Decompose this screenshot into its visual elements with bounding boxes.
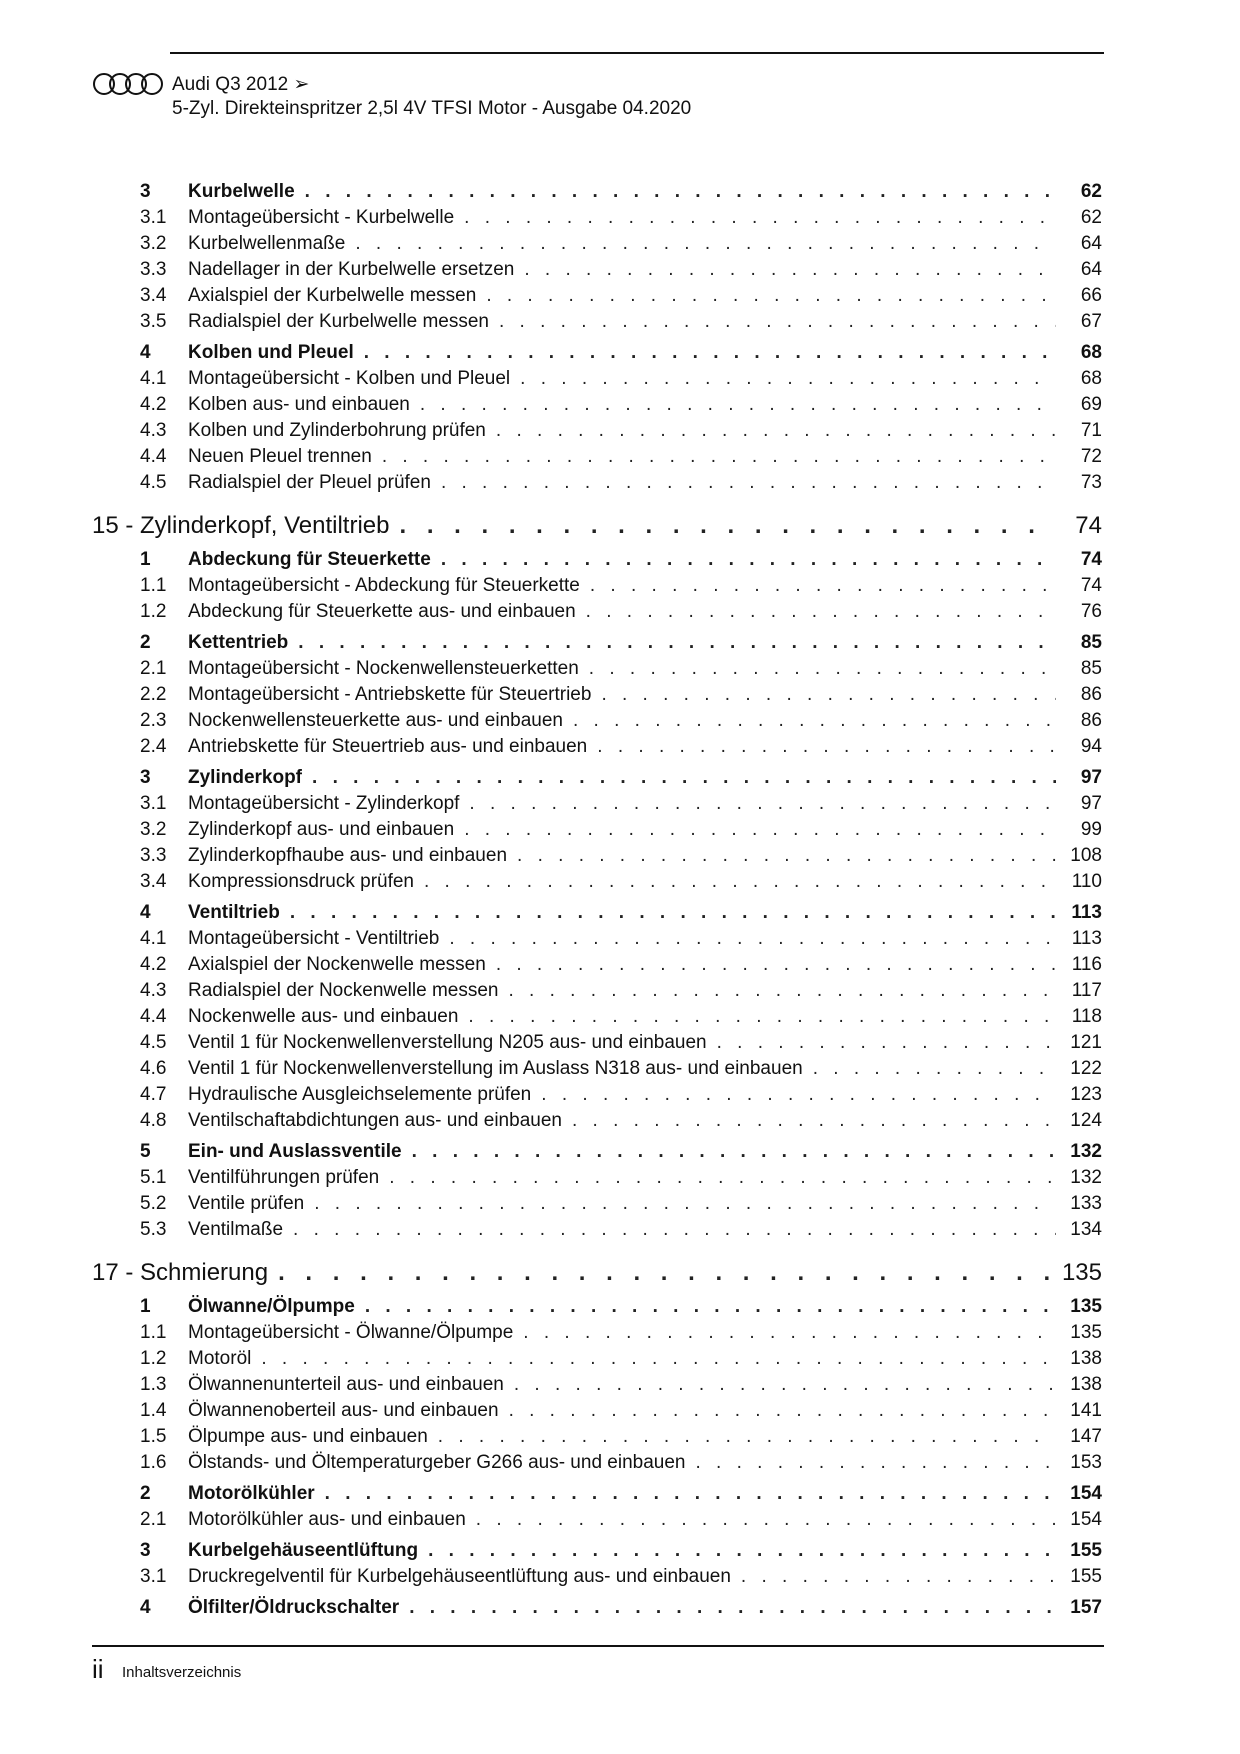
toc-dot-leader	[312, 767, 1056, 789]
toc-dot-leader	[695, 1452, 1056, 1474]
toc-dot-leader	[572, 1110, 1056, 1132]
toc-entry-number: 1.2	[140, 601, 167, 622]
toc-entry-page: 74	[1080, 549, 1102, 570]
toc-item[interactable]	[92, 1452, 1102, 1478]
toc-entry-title: Kolben aus- und einbauen	[188, 394, 410, 415]
toc-entry-page: 116	[1071, 954, 1102, 975]
toc-entry-title: Axialspiel der Nockenwelle messen	[188, 954, 486, 975]
toc-entry-number: 4.2	[140, 394, 167, 415]
toc-section[interactable]	[92, 342, 1102, 368]
toc-item[interactable]	[92, 259, 1102, 285]
toc-entry-title: Axialspiel der Kurbelwelle messen	[188, 285, 477, 306]
toc-entry-page: 86	[1080, 710, 1102, 731]
toc-item[interactable]	[92, 446, 1102, 472]
toc-item[interactable]	[92, 1110, 1102, 1136]
toc-entry-title: Montageübersicht - Kolben und Pleuel	[188, 368, 511, 389]
toc-entry-page: 64	[1080, 259, 1102, 280]
toc-section[interactable]	[92, 902, 1102, 928]
toc-chapter[interactable]	[92, 1259, 1102, 1291]
toc-entry-number: 2.3	[140, 710, 167, 731]
toc-entry-page: 154	[1070, 1509, 1102, 1530]
toc-entry-title: Zylinderkopfhaube aus- und einbauen	[188, 845, 508, 866]
toc-entry-page: 124	[1070, 1110, 1102, 1131]
toc-entry-title: Neuen Pleuel trennen	[188, 446, 372, 467]
toc-entry-title: Montageübersicht - Abdeckung für Steuerkette	[188, 575, 580, 596]
toc-entry-page: 113	[1071, 902, 1102, 923]
toc-entry-title: Montageübersicht - Nockenwellensteuerketten	[188, 658, 579, 679]
audi-rings-logo	[92, 72, 164, 96]
toc-entry-page: 66	[1080, 285, 1102, 306]
toc-dot-leader	[325, 1483, 1056, 1505]
toc-entry-title: Kurbelwelle	[188, 181, 295, 202]
toc-dot-leader	[278, 1259, 1056, 1287]
toc-entry-title: Ventilmaße	[188, 1219, 284, 1240]
toc-dot-leader	[717, 1032, 1056, 1054]
toc-entry-title: Antriebskette für Steuertrieb aus- und einbauen	[188, 736, 588, 757]
toc-section[interactable]	[92, 632, 1102, 658]
toc-entry-number: 3.4	[140, 871, 167, 892]
toc-entry-page: 117	[1071, 980, 1102, 1001]
toc-entry-title: Abdeckung für Steuerkette aus- und einbauen	[188, 601, 576, 622]
toc-entry-title: Hydraulische Ausgleichselemente prüfen	[188, 1084, 532, 1105]
toc-entry-title: Zylinderkopf	[188, 767, 303, 788]
toc-entry-number: 4.4	[140, 1006, 167, 1027]
toc-entry-title: Kurbelgehäuseentlüftung	[188, 1540, 419, 1561]
toc-item[interactable]	[92, 928, 1102, 954]
toc-entry-title: 15 - Zylinderkopf, Ventiltrieb	[92, 512, 390, 539]
toc-dot-leader	[524, 259, 1056, 281]
toc-dot-leader	[441, 549, 1056, 571]
toc-entry-number: 4.5	[140, 1032, 167, 1053]
toc-entry-page: 99	[1080, 819, 1102, 840]
toc-entry-number: 3.2	[140, 233, 167, 254]
toc-entry-number: 3.3	[140, 845, 167, 866]
toc-entry-title: Ölwanne/Ölpumpe	[188, 1296, 355, 1317]
toc-item[interactable]	[92, 1374, 1102, 1400]
toc-entry-page: 113	[1071, 928, 1102, 949]
toc-item[interactable]	[92, 368, 1102, 394]
toc-entry-page: 73	[1080, 472, 1102, 493]
toc-entry-number: 5.1	[140, 1167, 167, 1188]
toc-item[interactable]	[92, 1219, 1102, 1245]
toc-entry-title: Ventilschaftabdichtungen aus- und einbauen	[188, 1110, 562, 1131]
toc-dot-leader	[464, 819, 1056, 841]
toc-entry-page: 123	[1070, 1084, 1102, 1105]
toc-entry-page: 138	[1070, 1348, 1102, 1369]
toc-entry-page: 62	[1080, 181, 1102, 202]
toc-entry-number: 4.3	[140, 420, 167, 441]
toc-entry-page: 122	[1070, 1058, 1102, 1079]
toc-dot-leader	[509, 980, 1057, 1002]
toc-entry-page: 67	[1080, 311, 1102, 332]
toc-entry-number: 2.1	[140, 1509, 167, 1530]
toc-entry-number: 4.7	[140, 1084, 167, 1105]
toc-item[interactable]	[92, 684, 1102, 710]
toc-entry-title: Montageübersicht - Kurbelwelle	[188, 207, 455, 228]
toc-entry-title: Ölwannenoberteil aus- und einbauen	[188, 1400, 499, 1421]
toc-entry-number: 2.2	[140, 684, 167, 705]
toc-entry-page: 118	[1071, 1006, 1102, 1027]
toc-item[interactable]	[92, 601, 1102, 627]
toc-item[interactable]	[92, 1193, 1102, 1219]
toc-entry-title: Abdeckung für Steuerkette	[188, 549, 431, 570]
toc-dot-leader	[261, 1348, 1056, 1370]
toc-dot-leader	[298, 632, 1056, 654]
toc-entry-number: 1	[140, 1296, 151, 1317]
toc-entry-number: 1.1	[140, 575, 167, 596]
toc-entry-page: 74	[1080, 575, 1102, 596]
toc-entry-page: 86	[1080, 684, 1102, 705]
toc-entry-page: 155	[1070, 1566, 1102, 1587]
toc-dot-leader	[509, 1400, 1056, 1422]
toc-entry-title: Ventil 1 für Nockenwellenverstellung im Auslass N318 aus- und einbauen	[188, 1058, 803, 1079]
toc-entry-page: 141	[1070, 1400, 1102, 1421]
toc-entry-page: 62	[1080, 207, 1102, 228]
toc-entry-page: 94	[1080, 736, 1102, 757]
toc-dot-leader	[590, 575, 1056, 597]
toc-entry-page: 121	[1070, 1032, 1102, 1053]
toc-entry-number: 5	[140, 1141, 151, 1162]
header-rule	[170, 52, 1104, 54]
toc-item[interactable]	[92, 1167, 1102, 1193]
toc-item[interactable]	[92, 1400, 1102, 1426]
toc-entry-title: Ventilführungen prüfen	[188, 1167, 380, 1188]
toc-entry-number: 1.4	[140, 1400, 167, 1421]
toc-entry-title: Montageübersicht - Ölwanne/Ölpumpe	[188, 1322, 514, 1343]
toc-dot-leader	[586, 601, 1056, 623]
toc-entry-number: 1.3	[140, 1374, 167, 1395]
toc-entry-number: 3	[140, 1540, 151, 1561]
toc-dot-leader	[389, 1167, 1056, 1189]
toc-dot-leader	[514, 1374, 1056, 1396]
toc-entry-page: 135	[1070, 1322, 1102, 1343]
toc-entry-page: 97	[1080, 793, 1102, 814]
toc-entry-page: 68	[1080, 368, 1102, 389]
toc-entry-number: 4	[140, 342, 151, 363]
toc-entry-title: Druckregelventil für Kurbelgehäuseentlüftung aus- und einbauen	[188, 1566, 731, 1587]
toc-item[interactable]	[92, 207, 1102, 233]
toc-entry-number: 4.1	[140, 368, 167, 389]
toc-item[interactable]	[92, 311, 1102, 337]
toc-entry-title: Nockenwellensteuerkette aus- und einbauen	[188, 710, 563, 731]
toc-section[interactable]	[92, 1483, 1102, 1509]
toc-dot-leader	[541, 1084, 1056, 1106]
toc-dot-leader	[589, 658, 1056, 680]
toc-entry-number: 1.5	[140, 1426, 167, 1447]
toc-chapter[interactable]	[92, 512, 1102, 544]
toc-entry-title: Ventil 1 für Nockenwellenverstellung N205 aus- und einbauen	[188, 1032, 707, 1053]
toc-item[interactable]	[92, 658, 1102, 684]
toc-item[interactable]	[92, 1426, 1102, 1452]
footer-label: Inhaltsverzeichnis	[122, 1664, 242, 1681]
toc-dot-leader	[496, 420, 1056, 442]
toc-entry-title: Radialspiel der Pleuel prüfen	[188, 472, 431, 493]
toc-dot-leader	[290, 902, 1056, 924]
toc-entry-title: Montageübersicht - Zylinderkopf	[188, 793, 460, 814]
toc-dot-leader	[523, 1322, 1056, 1344]
toc-entry-title: Ventiltrieb	[188, 902, 280, 923]
toc-item[interactable]	[92, 793, 1102, 819]
toc-entry-title: Motorölkühler aus- und einbauen	[188, 1509, 466, 1530]
toc-entry-number: 5.3	[140, 1219, 167, 1240]
toc-item[interactable]	[92, 575, 1102, 601]
toc-dot-leader	[476, 1509, 1056, 1531]
toc-entry-number: 2	[140, 1483, 151, 1504]
toc-section[interactable]	[92, 1296, 1102, 1322]
toc-dot-leader	[412, 1141, 1056, 1163]
toc-item[interactable]	[92, 394, 1102, 420]
toc-entry-title: Ölwannenunterteil aus- und einbauen	[188, 1374, 504, 1395]
toc-entry-page: 157	[1070, 1597, 1102, 1618]
toc-item[interactable]	[92, 1006, 1102, 1032]
page-header	[92, 70, 1102, 124]
footer-page-number: ii	[92, 1654, 104, 1684]
toc-dot-leader	[441, 472, 1056, 494]
toc-dot-leader	[365, 1296, 1056, 1318]
toc-entry-page: 135	[1070, 1296, 1102, 1317]
toc-entry-page: 69	[1080, 394, 1102, 415]
toc-entry-title: Ölfilter/Öldruckschalter	[188, 1597, 400, 1618]
toc-entry-number: 4.6	[140, 1058, 167, 1079]
toc-entry-title: Kolben und Pleuel	[188, 342, 354, 363]
toc-dot-leader	[573, 710, 1056, 732]
toc-dot-leader	[428, 1540, 1056, 1562]
header-title-engine: 5-Zyl. Direkteinspritzer 2,5l 4V TFSI Motor - Ausgabe 04.2020	[172, 98, 692, 119]
toc-entry-title: Radialspiel der Kurbelwelle messen	[188, 311, 489, 332]
toc-item[interactable]	[92, 1058, 1102, 1084]
toc-dot-leader	[355, 233, 1056, 255]
toc-entry-number: 3.2	[140, 819, 167, 840]
toc-entry-title: Kolben und Zylinderbohrung prüfen	[188, 420, 486, 441]
toc-entry-page: 72	[1080, 446, 1102, 467]
toc-entry-page: 97	[1080, 767, 1102, 788]
toc-dot-leader	[597, 736, 1056, 758]
toc-entry-page: 135	[1061, 1259, 1102, 1286]
toc-entry-number: 2	[140, 632, 151, 653]
toc-section[interactable]	[92, 1597, 1102, 1623]
toc-entry-page: 147	[1070, 1426, 1102, 1447]
toc-entry-title: Kettentrieb	[188, 632, 289, 653]
toc-dot-leader	[438, 1426, 1056, 1448]
toc-entry-number: 3.5	[140, 311, 167, 332]
toc-item[interactable]	[92, 845, 1102, 871]
toc-section[interactable]	[92, 181, 1102, 207]
toc-dot-leader	[486, 285, 1056, 307]
toc-entry-page: 64	[1080, 233, 1102, 254]
toc-entry-title: Ventile prüfen	[188, 1193, 305, 1214]
toc-entry-number: 3.1	[140, 207, 167, 228]
toc-entry-title: 17 - Schmierung	[92, 1259, 269, 1286]
toc-dot-leader	[364, 342, 1056, 364]
toc-entry-title: Nockenwelle aus- und einbauen	[188, 1006, 459, 1027]
toc-entry-title: Nadellager in der Kurbelwelle ersetzen	[188, 259, 515, 280]
toc-dot-leader	[305, 181, 1056, 203]
toc-dot-leader	[424, 871, 1056, 893]
toc-dot-leader	[420, 394, 1056, 416]
toc-item[interactable]	[92, 819, 1102, 845]
toc-entry-page: 68	[1080, 342, 1102, 363]
toc-dot-leader	[499, 311, 1056, 333]
toc-item[interactable]	[92, 954, 1102, 980]
table-of-contents	[92, 181, 1102, 1623]
footer-rule	[92, 1645, 1104, 1647]
toc-entry-title: Zylinderkopf aus- und einbauen	[188, 819, 455, 840]
toc-entry-title: Ölstands- und Öltemperaturgeber G266 aus- und einbauen	[188, 1452, 686, 1473]
toc-item[interactable]	[92, 233, 1102, 259]
toc-entry-number: 4.2	[140, 954, 167, 975]
toc-entry-number: 3	[140, 181, 151, 202]
toc-entry-page: 154	[1070, 1483, 1102, 1504]
toc-entry-title: Ölpumpe aus- und einbauen	[188, 1426, 428, 1447]
toc-entry-number: 1.6	[140, 1452, 167, 1473]
toc-item[interactable]	[92, 1348, 1102, 1374]
toc-entry-title: Kurbelwellenmaße	[188, 233, 346, 254]
toc-entry-page: 134	[1070, 1219, 1102, 1240]
toc-dot-leader	[399, 512, 1056, 540]
toc-entry-title: Radialspiel der Nockenwelle messen	[188, 980, 499, 1001]
toc-entry-page: 133	[1070, 1193, 1102, 1214]
toc-item[interactable]	[92, 285, 1102, 311]
toc-section[interactable]	[92, 767, 1102, 793]
toc-entry-title: Kompressionsdruck prüfen	[188, 871, 414, 892]
toc-item[interactable]	[92, 710, 1102, 736]
toc-dot-leader	[382, 446, 1056, 468]
toc-dot-leader	[464, 207, 1056, 229]
toc-entry-title: Montageübersicht - Ventiltrieb	[188, 928, 440, 949]
toc-dot-leader	[409, 1597, 1056, 1619]
toc-entry-page: 110	[1071, 871, 1102, 892]
toc-item[interactable]	[92, 1322, 1102, 1348]
toc-section[interactable]	[92, 1540, 1102, 1566]
toc-item[interactable]	[92, 1084, 1102, 1110]
toc-entry-page: 132	[1070, 1167, 1102, 1188]
toc-item[interactable]	[92, 736, 1102, 762]
toc-entry-page: 155	[1070, 1540, 1102, 1561]
toc-entry-page: 132	[1070, 1141, 1102, 1162]
toc-entry-page: 138	[1070, 1374, 1102, 1395]
header-title-model: Audi Q3 2012 ➢	[172, 74, 310, 95]
toc-entry-title: Montageübersicht - Antriebskette für Steuertrieb	[188, 684, 592, 705]
toc-entry-number: 4	[140, 902, 151, 923]
toc-dot-leader	[314, 1193, 1056, 1215]
toc-entry-number: 2.4	[140, 736, 167, 757]
toc-dot-leader	[496, 954, 1056, 976]
toc-entry-number: 3.1	[140, 793, 167, 814]
toc-dot-leader	[293, 1219, 1056, 1241]
toc-dot-leader	[469, 793, 1056, 815]
toc-entry-number: 1.1	[140, 1322, 167, 1343]
toc-item[interactable]	[92, 1566, 1102, 1592]
toc-item[interactable]	[92, 980, 1102, 1006]
toc-entry-number: 5.2	[140, 1193, 167, 1214]
toc-entry-page: 108	[1070, 845, 1102, 866]
toc-section[interactable]	[92, 549, 1102, 575]
toc-entry-page: 71	[1080, 420, 1102, 441]
toc-entry-number: 4.4	[140, 446, 167, 467]
toc-entry-number: 3.3	[140, 259, 167, 280]
toc-dot-leader	[468, 1006, 1056, 1028]
toc-dot-leader	[741, 1566, 1056, 1588]
toc-entry-number: 3	[140, 767, 151, 788]
toc-item[interactable]	[92, 1509, 1102, 1535]
toc-entry-page: 76	[1080, 601, 1102, 622]
toc-dot-leader	[449, 928, 1056, 950]
toc-entry-number: 3.4	[140, 285, 167, 306]
toc-entry-page: 153	[1070, 1452, 1102, 1473]
toc-entry-title: Ein- und Auslassventile	[188, 1141, 402, 1162]
toc-entry-number: 4.3	[140, 980, 167, 1001]
toc-dot-leader	[813, 1058, 1056, 1080]
toc-section[interactable]	[92, 1141, 1102, 1167]
toc-item[interactable]	[92, 871, 1102, 897]
toc-entry-number: 3.1	[140, 1566, 167, 1587]
toc-item[interactable]	[92, 472, 1102, 498]
toc-entry-title: Motoröl	[188, 1348, 252, 1369]
toc-entry-number: 2.1	[140, 658, 167, 679]
toc-dot-leader	[517, 845, 1056, 867]
toc-item[interactable]	[92, 420, 1102, 446]
toc-entry-page: 74	[1075, 512, 1102, 539]
toc-entry-title: Motorölkühler	[188, 1483, 315, 1504]
toc-entry-number: 1.2	[140, 1348, 167, 1369]
toc-entry-number: 4.5	[140, 472, 167, 493]
toc-entry-number: 4	[140, 1597, 151, 1618]
toc-entry-page: 85	[1080, 658, 1102, 679]
toc-dot-leader	[601, 684, 1056, 706]
toc-entry-number: 4.1	[140, 928, 167, 949]
toc-item[interactable]	[92, 1032, 1102, 1058]
toc-entry-number: 4.8	[140, 1110, 167, 1131]
toc-entry-page: 85	[1080, 632, 1102, 653]
toc-entry-number: 1	[140, 549, 151, 570]
toc-dot-leader	[520, 368, 1056, 390]
